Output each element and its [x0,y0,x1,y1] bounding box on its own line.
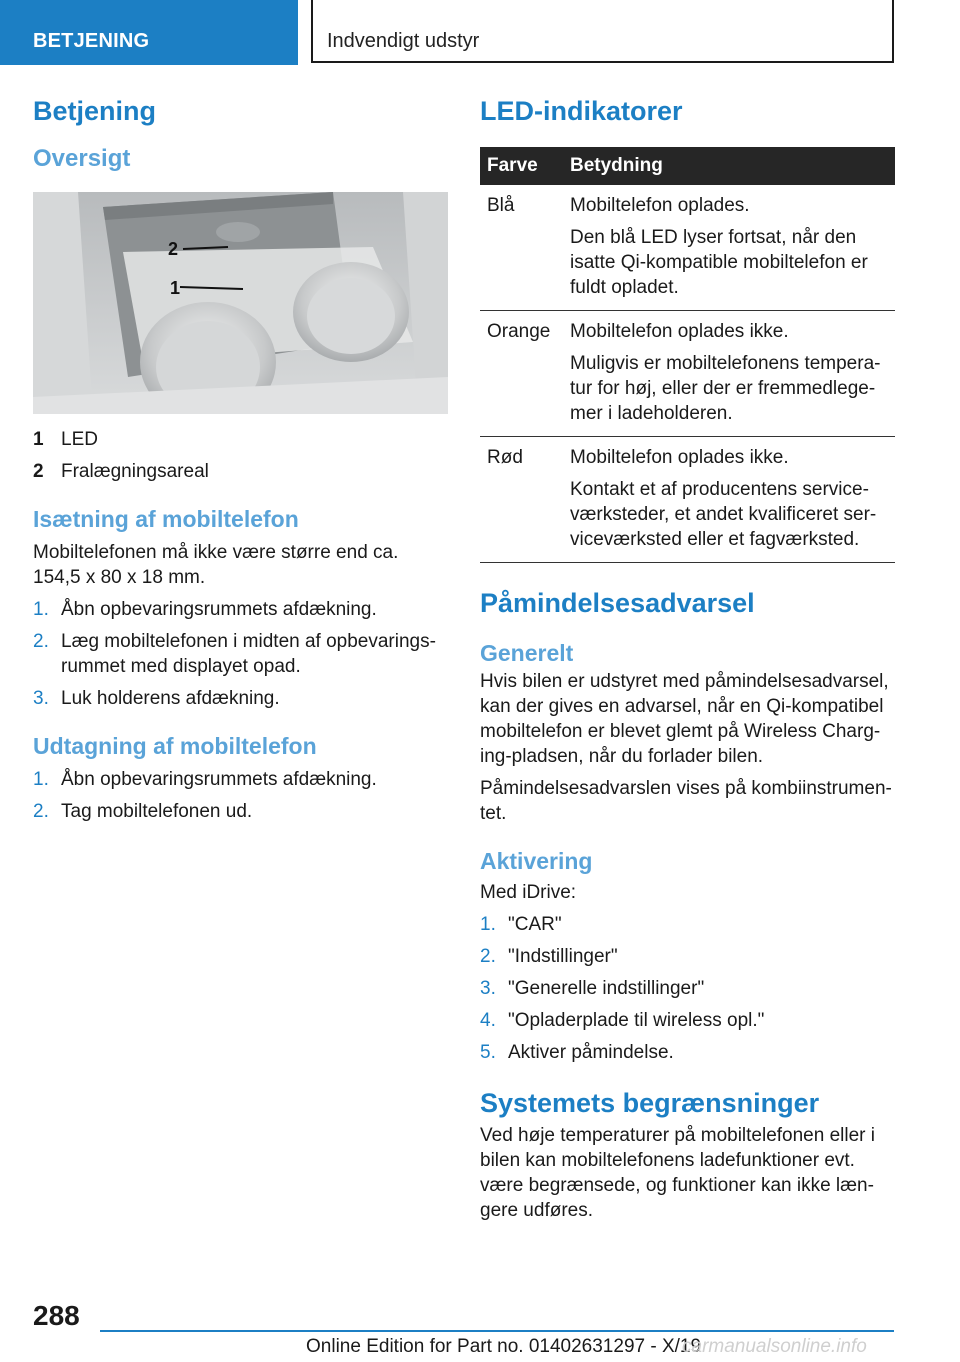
callout-1: 1 [170,278,181,299]
insert-heading: Isætning af mobiltelefon [33,506,299,533]
right-column [480,95,895,1223]
step-item [480,944,895,969]
step-text: "Generelle indstillinger" [508,977,705,999]
edition-text: Online Edition for Part no. 01402631297 - X/19 [306,1336,702,1357]
legend-number: 2 [33,461,44,483]
step-item [33,597,448,622]
step-item [480,1008,895,1033]
reminder-title: Påmindelsesadvarsel [480,588,755,619]
callout-2: 2 [168,239,179,260]
cell-meaning [563,185,895,311]
cell-color: Orange [480,311,563,437]
meaning-detail: Den blå LED lyser fortsat, når den isatte Qi-kompatible mobiltelefon er fuldt opladet. [570,227,868,299]
insert-steps [33,597,448,711]
chapter-tab [311,0,894,63]
watermark: carmanualsonline.info [682,1336,867,1357]
cell-meaning [563,437,895,563]
step-number: 4. [480,1009,496,1031]
cell-color: Rød [480,437,563,563]
cell-color: Blå [480,185,563,311]
limits-text: Ved høje temperaturer på mobiltelefonen eller i bilen kan mobiltelefonens ladefunktioner evt. være begrænsede, og funktioner kan ikke længere udføres. [480,1125,876,1222]
section-label: BETJENING [33,30,150,52]
remove-steps [33,767,448,824]
tray-drawing [33,192,448,414]
legend-label: LED [61,429,98,451]
section-tab [0,0,298,65]
meaning-detail: Muligvis er mobiltelefonens temperatur for høj, eller der er fremmedlegemer i ladeholderen. [570,353,881,425]
activation-intro: Med iDrive: [480,881,577,903]
step-number: 3. [33,687,49,709]
step-number: 3. [480,977,496,999]
step-item [33,799,448,824]
general-heading: Generelt [480,639,574,666]
insert-text: Mobiltelefonen må ikke være større end ca. 154,5 x 80 x 18 mm. [33,541,399,588]
page-title: Betjening [33,96,157,126]
cell-meaning [563,311,895,437]
step-number: 1. [480,913,496,935]
footer-divider [100,1330,894,1332]
step-text: "Indstillinger" [508,945,618,967]
step-item [33,767,448,792]
step-text: Luk holderens afdækning. [61,687,280,709]
table-row [480,311,895,437]
activation-heading: Aktivering [480,848,593,875]
step-text: Åbn opbevaringsrummets afdækning. [61,769,377,791]
step-text: Læg mobiltelefonen i midten af opbevaringsrummet med displayet opad. [61,630,436,677]
led-title: LED-indikatorer [480,96,683,126]
step-number: 2. [33,801,49,823]
step-text: Tag mobiltelefonen ud. [61,801,253,823]
step-item [480,976,895,1001]
overview-heading: Oversigt [33,145,131,173]
step-text: "Opladerplade til wireless opl." [508,1009,765,1031]
limits-title: Systemets begrænsninger [480,1087,820,1118]
column-header-color: Farve [480,147,563,185]
meaning-main: Mobiltelefon oplades ikke. [570,321,789,343]
step-number: 5. [480,1041,496,1063]
column-header-meaning: Betydning [563,147,895,185]
legend-number: 1 [33,429,44,451]
page-number: 288 [33,1300,80,1331]
table-row [480,185,895,311]
step-text: Åbn opbevaringsrummets afdækning. [61,598,377,620]
step-number: 2. [33,630,49,652]
step-item [480,1040,895,1065]
chapter-label: Indvendigt udstyr [327,30,480,52]
figure-legend [33,424,448,488]
step-number: 1. [33,769,49,791]
meaning-main: Mobiltelefon oplades. [570,195,750,217]
led-table [480,147,895,563]
legend-item [33,456,448,488]
meaning-detail: Kontakt et af producentens serviceværksteder, et andet kvalificeret serviceværksted eller et fagværksted. [570,479,877,551]
general-text: Hvis bilen er udstyret med påmindelsesadvarsel, kan der gives en advarsel, når en Qi-kompatibel mobiltelefon er blevet glemt på Wireless Charging-pladsen, når du forlader bilen. [480,671,889,768]
step-item [480,912,895,937]
legend-item [33,424,448,456]
general-text-2: Påmindelsesadvarslen vises på kombiinstrumentet. [480,778,892,825]
step-item [33,686,448,711]
step-text: Aktiver påmindelse. [508,1041,674,1063]
table-row [480,437,895,563]
step-number: 2. [480,945,496,967]
activation-steps [480,912,895,1065]
step-item [33,629,448,679]
legend-label: Fralægningsareal [61,461,209,483]
remove-heading: Udtagning af mobiltelefon [33,732,317,759]
step-number: 1. [33,598,49,620]
charging-tray-illustration [33,192,448,414]
step-text: "CAR" [508,913,562,935]
meaning-main: Mobiltelefon oplades ikke. [570,447,789,469]
left-column [33,95,448,824]
